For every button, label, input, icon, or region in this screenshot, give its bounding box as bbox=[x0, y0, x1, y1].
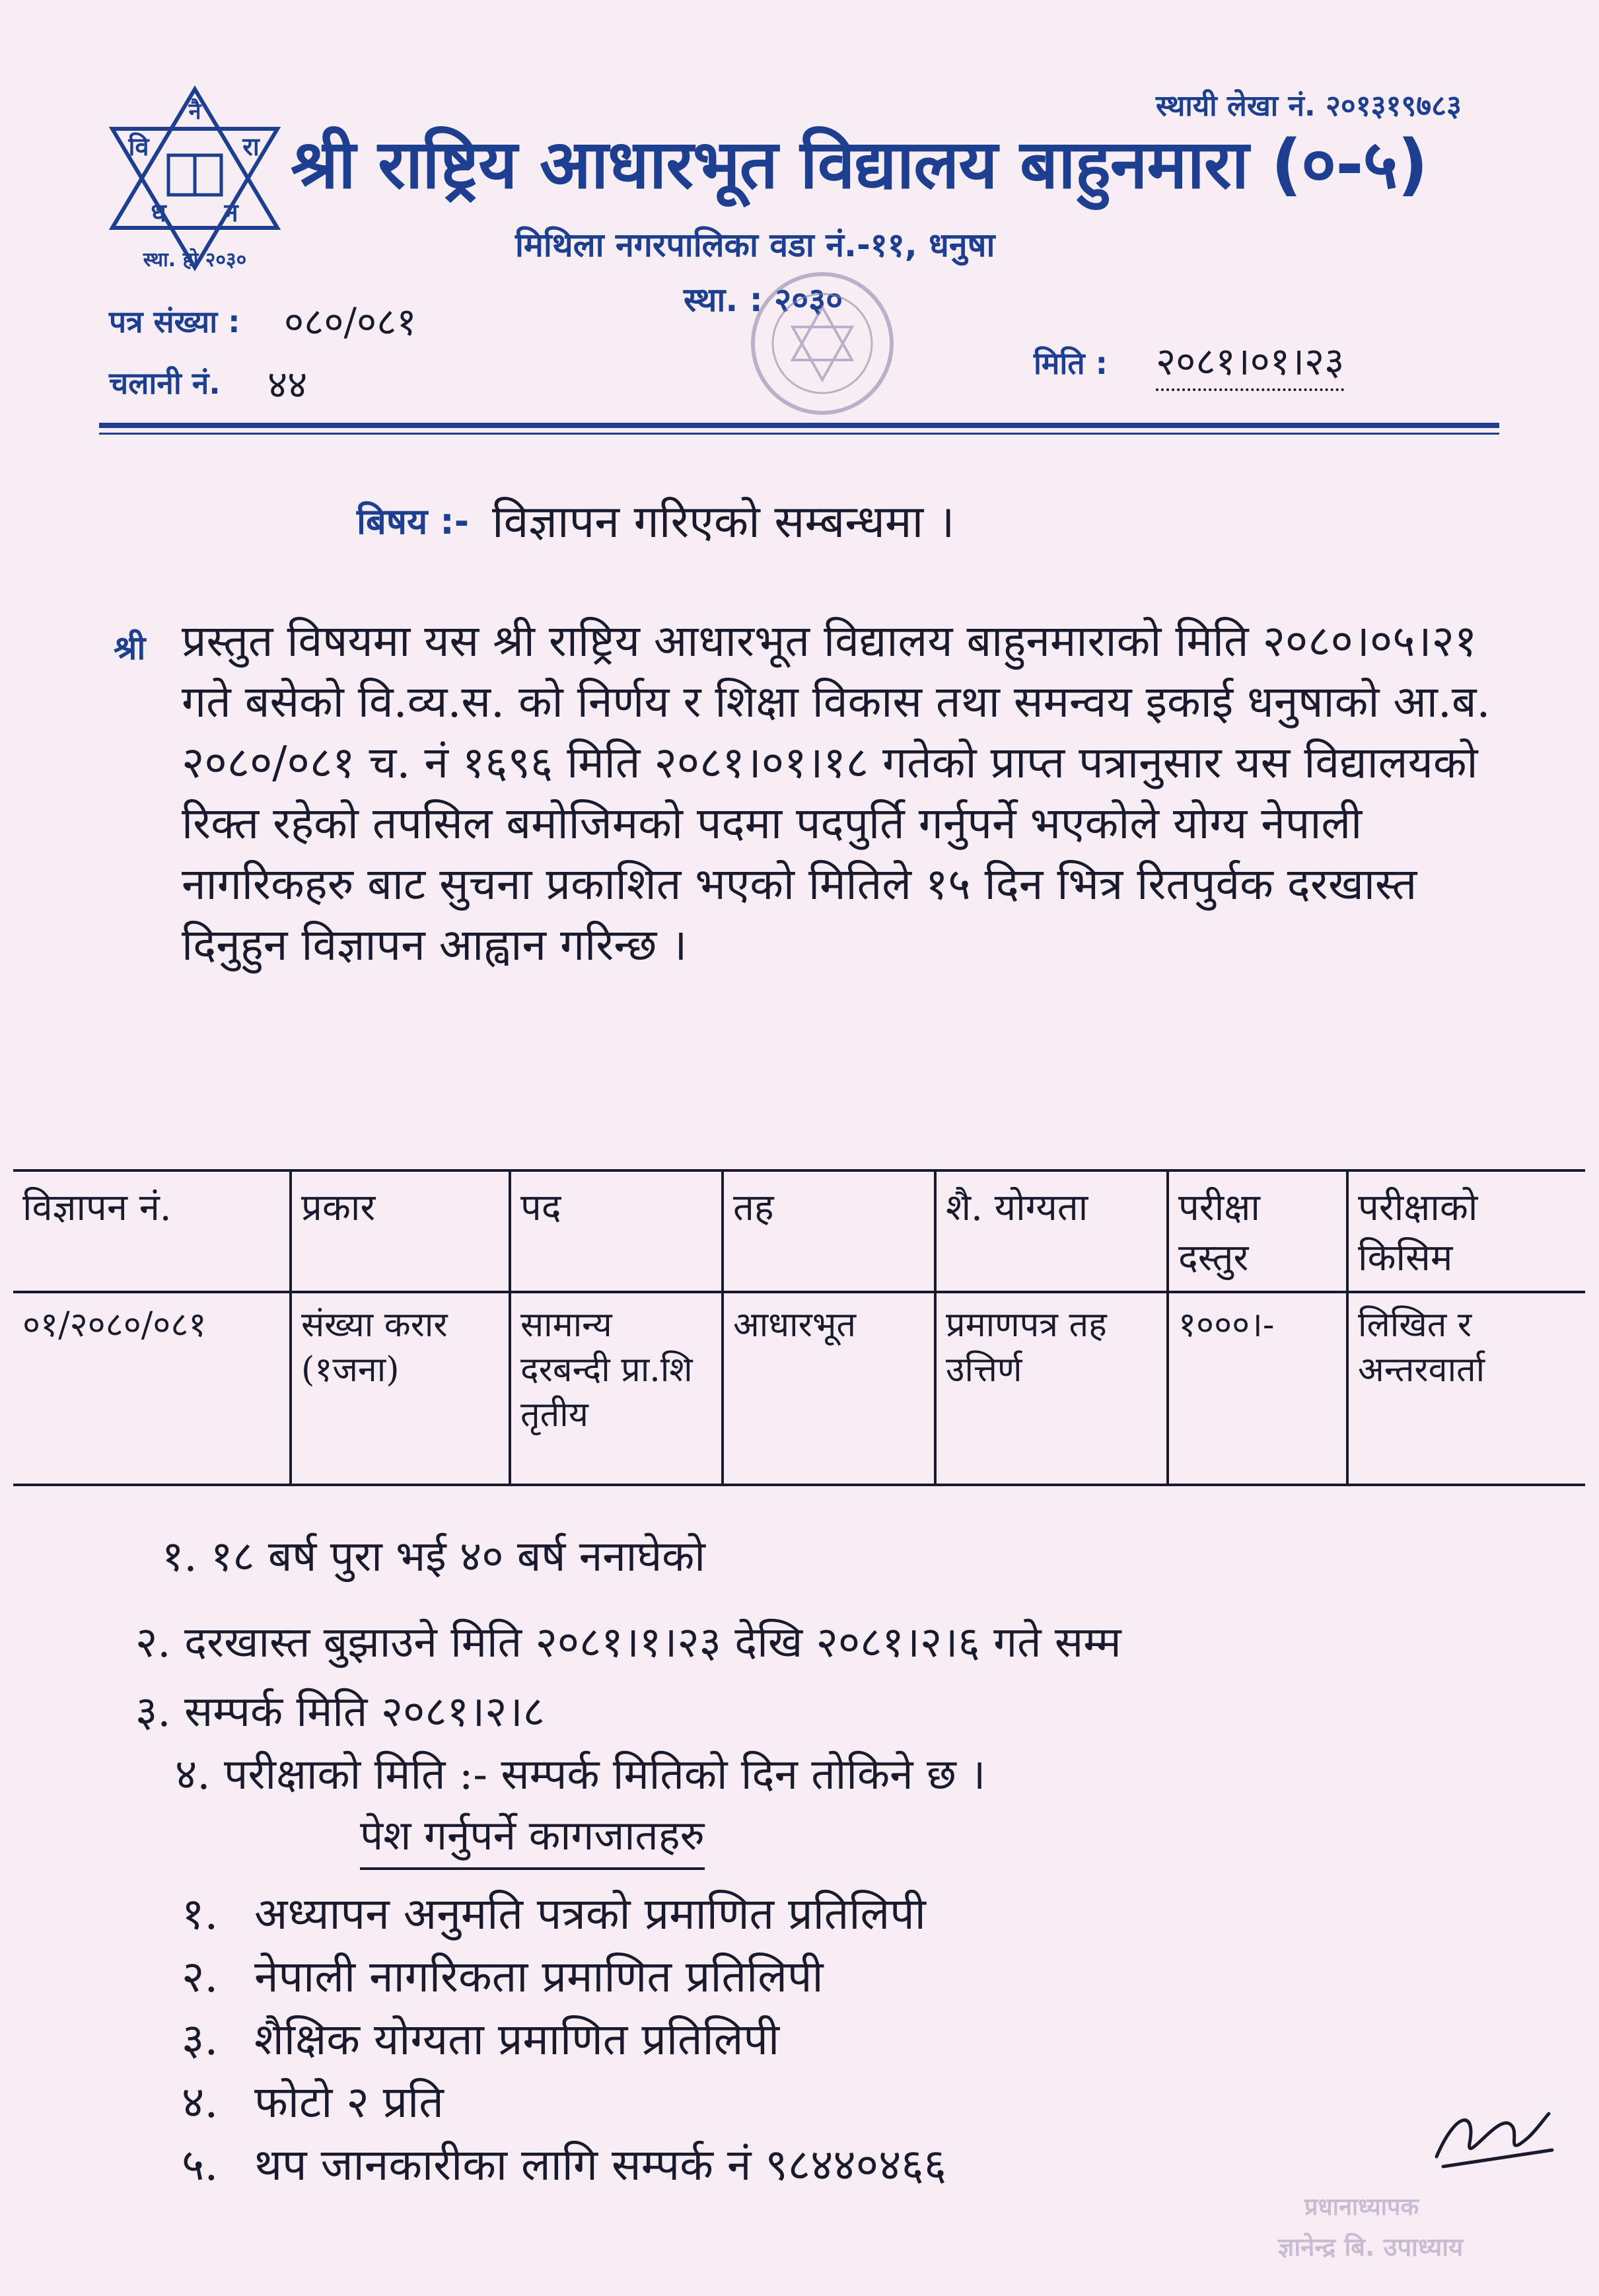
col-header-type: प्रकार bbox=[291, 1170, 510, 1292]
school-name: श्री राष्ट्रिय आधारभूत विद्यालय बाहुनमारा (०-५) bbox=[291, 126, 1428, 204]
date-label: मिति : bbox=[1034, 345, 1108, 381]
letterhead-rule-thin bbox=[99, 433, 1499, 435]
condition-contact-date: ३. सम्पर्क मिति २०८१।२।८ bbox=[135, 1688, 545, 1737]
established-year: स्था. : २०३० bbox=[684, 281, 843, 319]
school-logo bbox=[99, 83, 291, 274]
list-item-text: अध्यापन अनुमति पत्रको प्रमाणित प्रतिलिपी bbox=[254, 1888, 926, 1939]
list-item bbox=[182, 2071, 946, 2134]
list-item bbox=[182, 2134, 946, 2196]
list-item-number: ४. bbox=[182, 2077, 219, 2128]
school-stamp bbox=[717, 264, 928, 423]
col-header-post: पद bbox=[510, 1170, 723, 1292]
logo-bottom-right-letter: न bbox=[224, 198, 238, 227]
cell-exam-type: लिखित र अन्तरवार्ता bbox=[1347, 1292, 1585, 1485]
body-paragraph: प्रस्तुत विषयमा यस श्री राष्ट्रिय आधारभूत विद्यालय बाहुनमाराको मिति २०८०।०५।२१ गते बसेको वि.व्य.स. को निर्णय र शिक्षा विकास तथा समन्वय इकाई धनुषाको आ.ब. २०८०/०८१ च. नं १६९६ मिति २०८१।०१।१८ गतेको प्राप्त पत्रानुसार यस विद्यालयको रिक्त रहेको तपसिल बमोजिमको पदमा पदपुर्ति गर्नुपर्ने भएकोले योग्य नेपाली नागरिकहरु बाट सुचना प्रकाशित भएको मितिले १५ दिन भित्र रितपुर्वक दरखास्त दिनुहुन विज्ञापन आह्वान गरिन्छ । bbox=[182, 616, 1491, 970]
cell-type: संख्या करार (१जना) bbox=[291, 1292, 510, 1485]
subject-label: बिषय :- bbox=[357, 501, 470, 542]
letter-number-value: ०८०/०८१ bbox=[284, 299, 417, 344]
letterhead-rule-thick bbox=[99, 423, 1499, 428]
logo-footer-text: स्था. हो २०३० bbox=[143, 248, 247, 271]
subject-text: विज्ञापन गरिएको सम्बन्धमा । bbox=[492, 496, 955, 548]
list-item-number: २. bbox=[182, 1951, 219, 2002]
list-item bbox=[182, 1945, 946, 2008]
cell-level: आधारभूत bbox=[723, 1292, 935, 1485]
condition-submission-date: २. दरखास्त बुझाउने मिति २०८१।१।२३ देखि २०८१।२।६ गते सम्म bbox=[135, 1618, 1121, 1667]
vacancy-table bbox=[13, 1169, 1585, 1486]
col-header-level: तह bbox=[723, 1170, 935, 1292]
col-header-exam-type: परीक्षाको किसिम bbox=[1347, 1170, 1585, 1292]
cell-qualification: प्रमाणपत्र तह उत्तिर्ण bbox=[935, 1292, 1168, 1485]
letter-number-label: पत्र संख्या : bbox=[109, 304, 240, 340]
list-item bbox=[182, 1883, 946, 1945]
dispatch-number-label: चलानी नं. bbox=[109, 365, 221, 401]
list-item-text: शैक्षिक योग्यता प्रमाणित प्रतिलिपी bbox=[254, 2014, 780, 2065]
logo-right-letter: रा bbox=[242, 132, 260, 161]
date-value: २०८१।०१।२३ bbox=[1156, 334, 1344, 391]
logo-left-letter: वि bbox=[128, 132, 149, 161]
col-header-qualification: शै. योग्यता bbox=[935, 1170, 1168, 1292]
principal-title: प्रधानाध्यापक bbox=[1304, 2194, 1419, 2221]
col-header-ad-number: विज्ञापन नं. bbox=[22, 1186, 172, 1229]
table-header-row bbox=[13, 1170, 1585, 1292]
school-address: मिथिला नगरपालिका वडा नं.-११, धनुषा bbox=[515, 226, 995, 264]
condition-exam-date: ४. परीक्षाको मिति :- सम्पर्क मितिको दिन तोकिने छ । bbox=[175, 1750, 986, 1799]
documents-list bbox=[182, 1883, 946, 2196]
list-item-number: ३. bbox=[182, 2014, 219, 2065]
list-item-number: १. bbox=[182, 1888, 219, 1939]
list-item-text: थप जानकारीका लागि सम्पर्क नं ९८४४०४६६ bbox=[254, 2139, 947, 2190]
logo-top-letter: नै bbox=[188, 98, 201, 125]
list-item-text: नेपाली नागरिकता प्रमाणित प्रतिलिपी bbox=[254, 1951, 824, 2002]
principal-name: ज्ञानेन्द्र बि. उपाध्याय bbox=[1278, 2233, 1464, 2262]
table-row bbox=[13, 1292, 1585, 1485]
list-item-number: ५. bbox=[182, 2139, 219, 2190]
cell-exam-fee: १०००।- bbox=[1168, 1292, 1347, 1485]
list-item bbox=[182, 2008, 946, 2071]
dispatch-number-value: ४४ bbox=[267, 362, 308, 407]
permanent-account-number: स्थायी लेखा नं. २०१३१९७८३ bbox=[1156, 89, 1462, 123]
col-header-exam-fee: परीक्षा दस्तुर bbox=[1168, 1170, 1347, 1292]
signature bbox=[1430, 2097, 1555, 2176]
list-item-text: फोटो २ प्रति bbox=[254, 2077, 444, 2128]
cell-post: सामान्य दरबन्दी प्रा.शि तृतीय bbox=[510, 1292, 723, 1485]
logo-bottom-left-letter: ध bbox=[151, 198, 166, 227]
documents-heading: पेश गर्नुपर्ने कागजातहरु bbox=[360, 1807, 705, 1870]
salutation: श्री bbox=[114, 629, 146, 667]
cell-ad-number: ०१/२०८०/०८१ bbox=[22, 1305, 207, 1345]
condition-age: १. १८ बर्ष पुरा भई ४० बर्ष ननाघेको bbox=[162, 1532, 705, 1581]
